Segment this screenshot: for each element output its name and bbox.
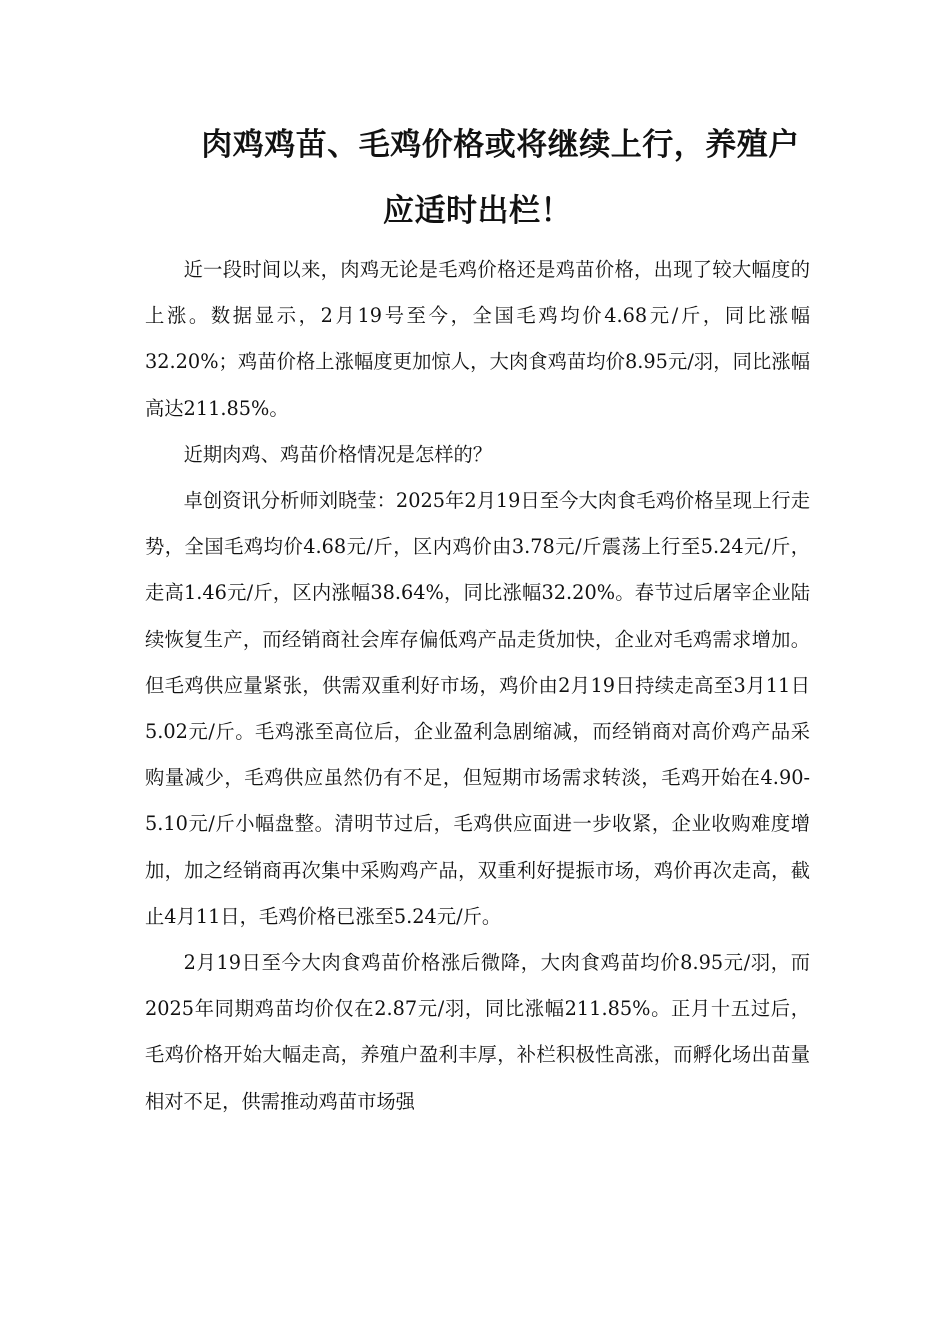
paragraph-question: 近期肉鸡、鸡苗价格情况是怎样的？: [183, 442, 493, 466]
article-body: [145, 247, 810, 1125]
paragraph-chick-price: 2月19日至今大肉食鸡苗价格涨后微降，大肉食鸡苗均价8.95元/羽，而2025年同期鸡苗均价仅在2.87元/羽，同比涨幅211.85%。正月十五过后，毛鸡价格开始大幅走高，养殖户盈利丰厚，补栏积极性高涨，而孵化场出苗量相对不足，供需推动鸡苗市场强: [145, 951, 810, 1113]
paragraph-analyst-broiler: 卓创资讯分析师刘晓莹：2025年2月19日至今大肉食毛鸡价格呈现上行走势，全国毛鸡均价4.68元/斤，区内鸡价由3.78元/斤震荡上行至5.24元/斤，走高1.46元/斤，区内涨幅38.64%，同比涨幅32.20%。春节过后屠宰企业陆续恢复生产，而经销商社会库存偏低鸡产品走货加快，企业对毛鸡需求增加。但毛鸡供应量紧张，供需双重利好市场，鸡价由2月19日持续走高至3月11日5.02元/斤。毛鸡涨至高位后，企业盈利急剧缩减，而经销商对高价鸡产品采购量减少，毛鸡供应虽然仍有不足，但短期市场需求转淡，毛鸡开始在4.90-5.10元/斤小幅盘整。清明节过后，毛鸡供应面进一步收紧，企业收购难度增加，加之经销商再次集中采购鸡产品，双重利好提振市场，鸡价再次走高，截止4月11日，毛鸡价格已涨至5.24元/斤。: [145, 489, 810, 928]
article-title: 肉鸡鸡苗、毛鸡价格或将继续上行，养殖户应适时出栏！: [201, 127, 800, 229]
paragraph-intro: 近一段时间以来，肉鸡无论是毛鸡价格还是鸡苗价格，出现了较大幅度的上涨。数据显示，2月19号至今，全国毛鸡均价4.68元/斤，同比涨幅32.20%；鸡苗价格上涨幅度更加惊人，大肉食鸡苗均价8.95元/羽，同比涨幅高达211.85%。: [145, 258, 810, 420]
